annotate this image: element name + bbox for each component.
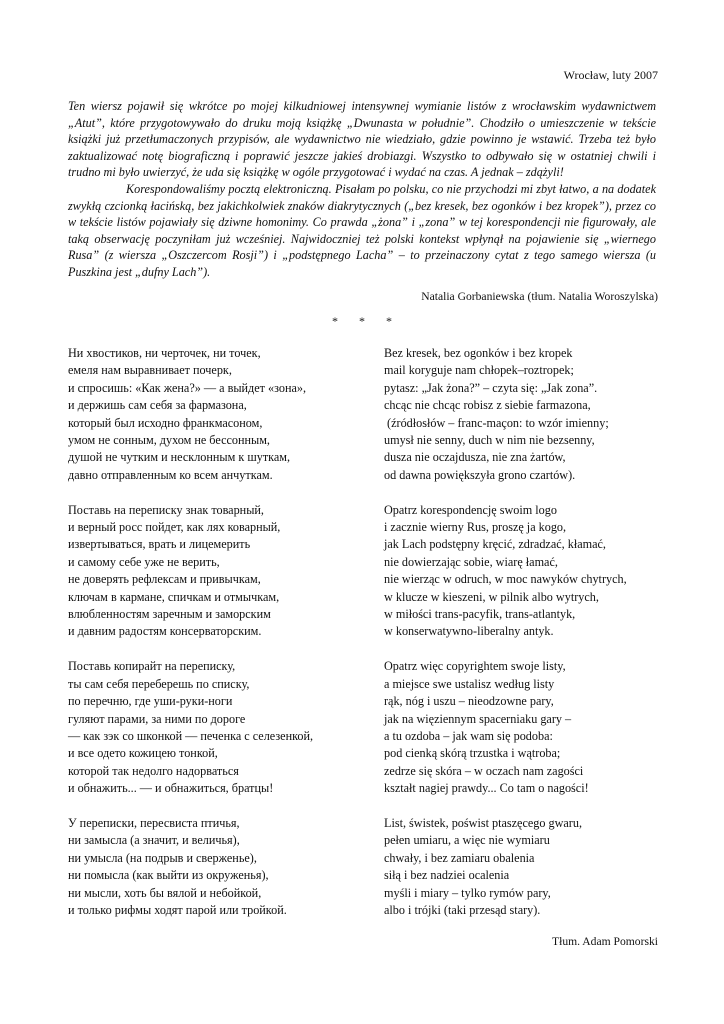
verse-line: myśli i miary – tylko rymów pary, — [384, 885, 551, 900]
stanza-ru-1 — [68, 345, 368, 484]
verse-line: умом не сонным, духом не бессонным, — [68, 433, 270, 448]
verse-line: и держишь сам себя за фармазона, — [68, 398, 247, 413]
verse-line: Поставь на переписку знак товарный, — [68, 502, 264, 517]
verse-line: ни умысла (на подрыв и сверженье), — [68, 850, 257, 865]
verse-line: umysł nie senny, duch w nim nie bezsenny, — [384, 433, 595, 448]
verse-line: и обнажить... — и обнажиться, братцы! — [68, 781, 274, 796]
verse-line: не доверять рефлексам и привычкам, — [68, 572, 261, 587]
verse-line: давно отправленным ко всем анчуткам. — [68, 467, 273, 482]
poem-polish — [384, 345, 674, 937]
verse-line: albo i trójki (taki przesąd stary). — [384, 902, 541, 917]
verse-line: извертываться, врать и лицемерить — [68, 537, 251, 552]
verse-line: w klucze w kieszeni, w pilnik albo wytrych, — [384, 589, 599, 604]
verse-line: jak na więziennym spacerniaku gary – — [384, 711, 572, 726]
verse-line: и только рифмы ходят парой или тройкой. — [68, 902, 287, 917]
verse-line: Bez kresek, bez ogonków i bez kropek — [384, 346, 573, 360]
verse-line: zedrze się skóra – w oczach nam zagości — [384, 763, 584, 778]
verse-line: влюбленностям заречным и заморским — [68, 607, 271, 622]
verse-line: и верный росс пойдет, как лях коварный, — [68, 520, 281, 535]
verse-line: chcąc nie chcąc robisz z siebie farmazona, — [384, 398, 591, 413]
dateline: Wrocław, luty 2007 — [563, 68, 658, 82]
verse-line: siłą i bez nadziei ocalenia — [384, 868, 510, 883]
verse-line: емеля нам выравнивает почерк, — [68, 363, 232, 378]
stanza-ru-2 — [68, 502, 368, 641]
stanza-pl-4 — [384, 815, 674, 919]
verse-line: nie wierząc w odruch, w moc nawyków chytrych, — [384, 572, 627, 587]
introduction — [68, 98, 656, 281]
verse-line: kształt nagiej prawdy... Co tam o nagości! — [384, 781, 589, 796]
verse-line: mail koryguje nam chłopek–roztropek; — [384, 363, 574, 378]
stanza-ru-3 — [68, 658, 368, 797]
verse-line: и все одето кожицею тонкой, — [68, 746, 218, 761]
verse-line: и самому себе уже не верить, — [68, 554, 220, 569]
stanza-pl-3 — [384, 658, 674, 797]
verse-line: dusza nie oczajdusza, nie zna żartów, — [384, 450, 566, 465]
separator-star: * — [386, 314, 392, 328]
verse-line: Opatrz korespondencję swoim logo — [384, 502, 557, 517]
intro-paragraph-2: Korespondowaliśmy pocztą elektroniczną. Pisałam po polsku, co nie przychodzi mi zbyt łatwo, a na dodatek zwykłą czcionką łacińską, bez jakichkolwiek znaków diakrytycznych („bez kresek, bez ogonków i bez kropek”), przez co w tekście listów pojawiały się dziwne homonimy. Co prawda „żona” i „zona” w tej korespondencji nie figurowały, ale taką obserwację poczyniłam już wcześniej. Najwidoczniej też polski kontekst wpłynął na pojawienie się „wiernego Rusa” (z wiersza „Oszczercom Rosji”) i „podstępnego Lacha” – to przeinaczony cytat z tego samego wiersza (u Puszkina jest „dufny Lach”). — [68, 181, 656, 279]
verse-line: w miłości trans-pacyfik, trans-atlantyk, — [384, 607, 576, 622]
verse-line: od dawna powiększyła grono czartów). — [384, 467, 576, 482]
poem-russian — [68, 345, 368, 937]
verse-line: У переписки, пересвиста птичья, — [68, 815, 240, 830]
verse-line: ты сам себя переберешь по списку, — [68, 676, 250, 691]
verse-line: a tu ozdoba – jak wam się podoba: — [384, 728, 553, 743]
verse-line: душой не чутким и несклонным к шуткам, — [68, 450, 291, 465]
verse-line: и давним радостям консерваторским. — [68, 624, 262, 639]
verse-line: pod cienką skórą trzustka i wątroba; — [384, 746, 561, 761]
verse-line: jak Lach podstępny kręcić, zdradzać, kłamać, — [384, 537, 606, 552]
verse-line: chwały, i bez zamiaru obalenia — [384, 850, 535, 865]
verse-line: ни мысли, хоть бы вялой и небойкой, — [68, 885, 262, 900]
verse-line: ни помысла (как выйти из окруженья), — [68, 868, 269, 883]
verse-line: Ни хвостиков, ни черточек, ни точек, — [68, 346, 261, 360]
verse-line: w konserwatywno-liberalny antyk. — [384, 624, 554, 639]
verse-line: nie dowierzając sobie, wiarę łamać, — [384, 554, 558, 569]
verse-line: который был исходно франкмасоном, — [68, 415, 263, 430]
verse-line: гуляют парами, за ними по дороге — [68, 711, 246, 726]
section-separator — [0, 314, 724, 329]
separator-star: * — [359, 314, 365, 328]
stanza-pl-2 — [384, 502, 674, 641]
verse-line: которой так недолго надорваться — [68, 763, 239, 778]
verse-line: Opatrz więc copyrightem swoje listy, — [384, 659, 566, 674]
intro-paragraph-1: Ten wiersz pojawił się wkrótce po mojej kilkudniowej intensywnej wymianie listów z wrocławskim wydawnictwem „Atut”, które przygotowywało do druku moją książkę „Dwunasta w południe”. Chodziło o umieszczenie w tekście książki już przetłumaczonych przypisów, ale wydawnictwo nie wiedziało, gdzie powinno je wstawić. Trzeba też było zaktualizować notę biograficzną i poprawić jeszcze jakieś drobiazgi. Wszystko to odbywało się w ostatniej chwili i trudno mi było uwierzyć, że uda się książkę w ogóle przygotować i wydać na czas. A jednak – zdążyli! — [68, 99, 656, 180]
verse-line: a miejsce swe ustalisz według listy — [384, 676, 555, 691]
translator-credit: Tłum. Adam Pomorski — [552, 935, 658, 948]
verse-line: ключам в кармане, спичкам и отмычкам, — [68, 589, 280, 604]
author-signature: Natalia Gorbaniewska (tłum. Natalia Woroszylska) — [421, 290, 658, 303]
verse-line: и спросишь: «Как жена?» — а выйдет «зона», — [68, 380, 307, 395]
verse-line: (źródłosłów – franc-maçon: to wzór imienny; — [384, 415, 609, 430]
stanza-ru-4 — [68, 815, 368, 919]
verse-line: List, świstek, poświst ptaszęcego gwaru, — [384, 815, 583, 830]
verse-line: pytasz: „Jak żona?” – czyta się: „Jak zona”. — [384, 380, 598, 395]
separator-star: * — [332, 314, 338, 328]
stanza-pl-1 — [384, 345, 674, 484]
verse-line: Поставь копирайт на переписку, — [68, 659, 236, 674]
verse-line: i zacznie wierny Rus, proszę ja kogo, — [384, 520, 567, 535]
verse-line: pełen umiaru, a więc nie wymiaru — [384, 833, 550, 848]
verse-line: — как зэк со шконкой — печенка с селезенкой, — [68, 728, 314, 743]
verse-line: ни замысла (а значит, и величья), — [68, 833, 240, 848]
verse-line: rąk, nóg i uszu – nieodzowne pary, — [384, 694, 554, 709]
verse-line: по перечню, где уши-руки-ноги — [68, 694, 233, 709]
